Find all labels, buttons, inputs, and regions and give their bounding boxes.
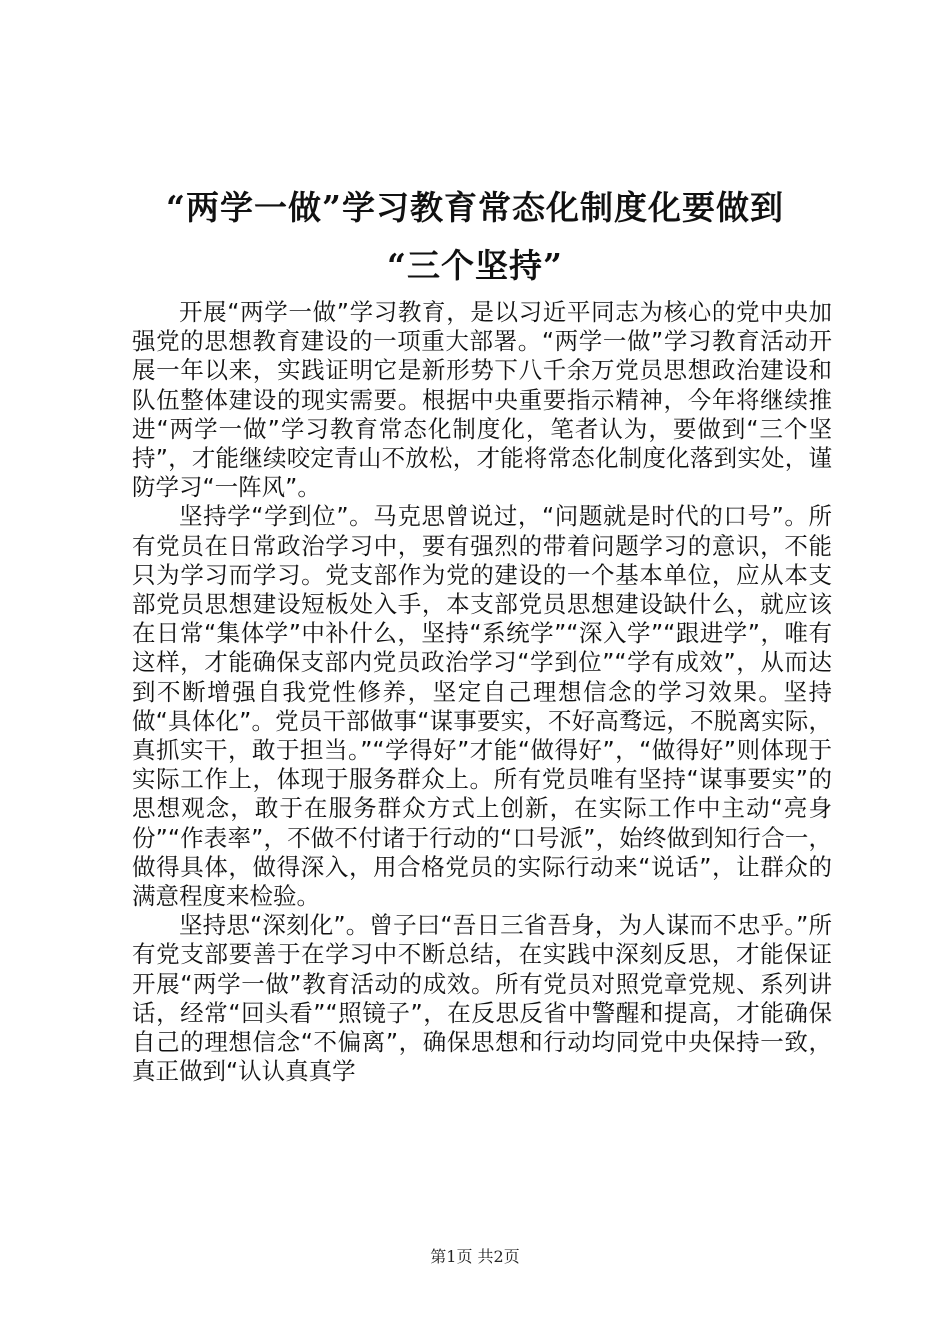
document-body	[132, 298, 832, 1086]
paragraph-intro: 开展“两学一做”学习教育，是以习近平同志为核心的党中央加强党的思想教育建设的一项重大部署。“两学一做”学习教育活动开展一年以来，实践证明它是新形势下八千余万党员思想政治建设和队伍整体建设的现实需要。根据中央重要指示精神，今年将继续推进“两学一做”学习教育常态化制度化，笔者认为，要做到“三个坚持”，才能继续咬定青山不放松，才能将常态化制度化落到实处，谨防学习“一阵风”。	[132, 298, 832, 502]
paragraph-reflect: 坚持思“深刻化”。曾子曰“吾日三省吾身，为人谋而不忠乎。”所有党支部要善于在学习中不断总结，在实践中深刻反思，才能保证开展“两学一做”教育活动的成效。所有党员对照党章党规、系列讲话，经常“回头看”“照镜子”，在反思反省中警醒和提高，才能确保自己的理想信念“不偏离”，确保思想和行动均同党中央保持一致，真正做到“认认真真学	[132, 911, 832, 1086]
document-title-line-2: “三个坚持”	[387, 246, 563, 285]
page-number-footer: 第1页 共2页	[430, 1247, 520, 1266]
document-title-line-1: “两学一做”学习教育常态化制度化要做到	[166, 188, 784, 227]
paragraph-study-and-act: 坚持学“学到位”。马克思曾说过，“问题就是时代的口号”。所有党员在日常政治学习中，要有强烈的带着问题学习的意识，不能只为学习而学习。党支部作为党的建设的一个基本单位，应从本支部党员思想建设短板处入手，本支部党员思想建设缺什么，就应该在日常“集体学”中补什么，坚持“系统学”“深入学”“跟进学”，唯有这样，才能确保支部内党员政治学习“学到位”“学有成效”，从而达到不断增强自我党性修养，坚定自己理想信念的学习效果。坚持做“具体化”。党员干部做事“谋事要实，不好高骛远，不脱离实际，真抓实干，敢于担当。”“学得好”才能“做得好”，“做得好”则体现于实际工作上，体现于服务群众上。所有党员唯有坚持“谋事要实”的思想观念，敢于在服务群众方式上创新，在实际工作中主动“亮身份”“作表率”，不做不付诸于行动的“口号派”，始终做到知行合一，做得具体，做得深入，用合格党员的实际行动来“说话”，让群众的满意程度来检验。	[132, 502, 832, 911]
